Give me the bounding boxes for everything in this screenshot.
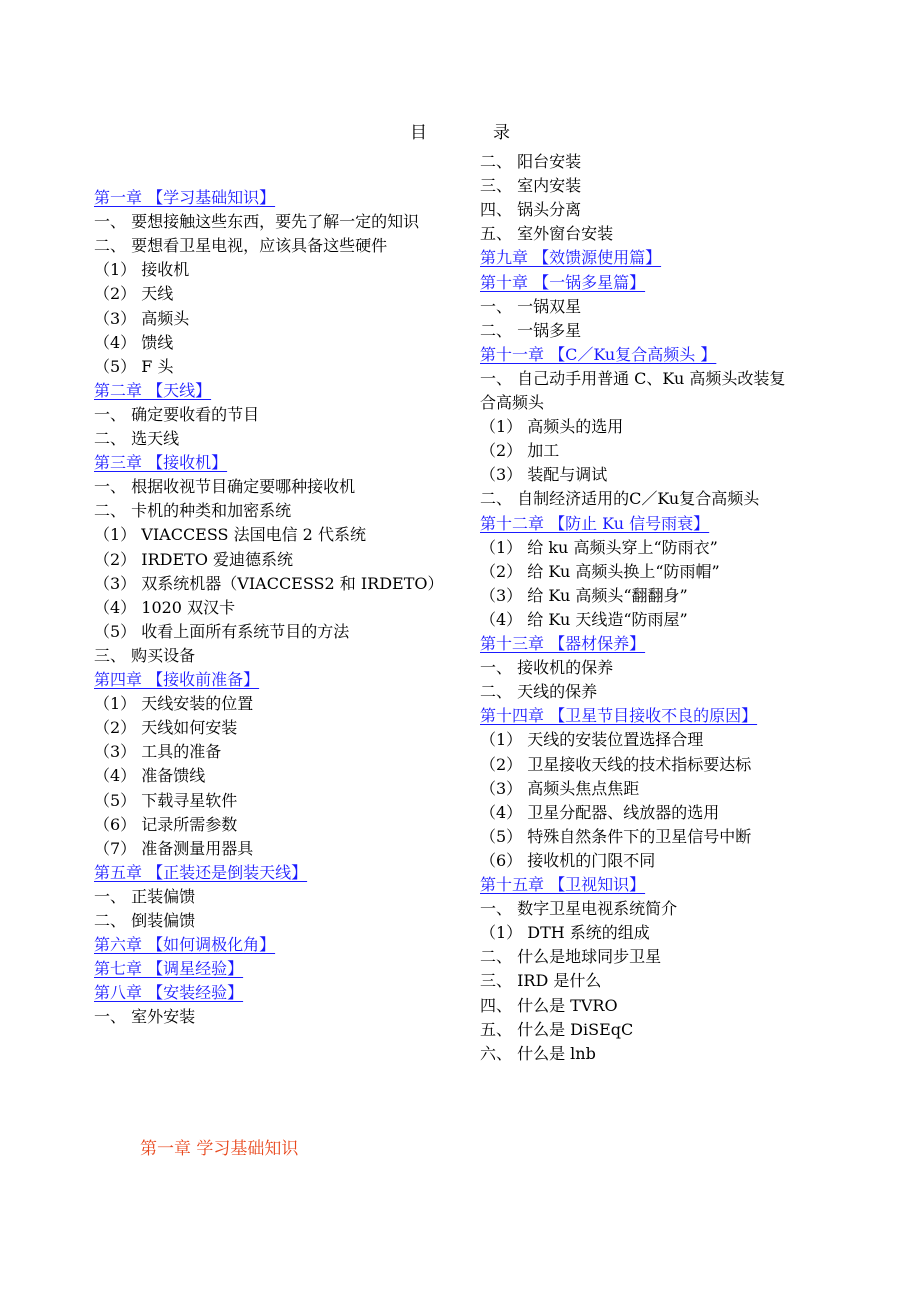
toc-chapter-link[interactable]: 第十一章 【C／Ku复合高频头 】 <box>480 344 717 364</box>
toc-entry: 二、 阳台安装 <box>480 152 582 171</box>
toc-title-right: 录 <box>493 123 510 143</box>
toc-entry: 一、 数字卫星电视系统简介 <box>480 899 678 919</box>
toc-entry: 一、 接收机的保养 <box>480 658 614 678</box>
toc-entry: （5） 下载寻星软件 <box>94 790 238 810</box>
toc-entry: 六、 什么是 lnb <box>480 1043 596 1063</box>
toc-entry: 二、 倒装偏馈 <box>94 911 196 930</box>
toc-entry: 四、 锅头分离 <box>480 200 582 220</box>
toc-entry: 四、 什么是 TVRO <box>480 995 618 1015</box>
toc-entry: （1） 接收机 <box>94 260 190 280</box>
toc-entry: 五、 室外窗台安装 <box>480 224 614 244</box>
toc-entry: （5） F 头 <box>94 356 174 376</box>
toc-chapter-link[interactable]: 第十四章 【卫星节目接收不良的原因】 <box>480 706 758 726</box>
toc-entry: （6） 接收机的门限不同 <box>480 850 656 870</box>
toc-entry: （3） 高频头 <box>94 308 190 328</box>
toc-entry: 二、 卡机的种类和加密系统 <box>94 501 292 521</box>
toc-entry: （1） DTH 系统的组成 <box>480 923 650 943</box>
toc-entry: 二、 天线的保养 <box>480 682 598 702</box>
toc-entry: 三、 购买设备 <box>94 645 196 665</box>
toc-entry: （6） 记录所需参数 <box>94 814 238 834</box>
toc-entry: （1） 天线的安装位置选择合理 <box>480 730 704 750</box>
toc-chapter-link[interactable]: 第十三章 【器材保养】 <box>480 634 646 653</box>
toc-entry: （2） 天线 <box>94 284 174 304</box>
toc-entry: （3） 给 Ku 高频头“翻翻身” <box>480 585 688 605</box>
toc-chapter-link[interactable]: 第一章 【学习基础知识】 <box>94 188 276 207</box>
toc-chapter-link[interactable]: 第六章 【如何调极化角】 <box>94 935 276 955</box>
toc-entry: 二、 一锅多星 <box>480 320 582 340</box>
toc-title <box>0 118 920 143</box>
toc-entry: （7） 准备测量用器具 <box>94 838 254 858</box>
toc-entry: 合高频头 <box>480 393 545 412</box>
toc-entry: 三、 IRD 是什么 <box>480 971 602 991</box>
toc-entry: 五、 什么是 DiSEqC <box>480 1019 634 1039</box>
toc-chapter-link[interactable]: 第十章 【一锅多星篇】 <box>480 272 646 292</box>
toc-entry: （5） 收看上面所有系统节目的方法 <box>94 621 350 641</box>
toc-chapter-link[interactable]: 第十二章 【防止 Ku 信号雨衰】 <box>480 513 710 533</box>
toc-entry: （5） 特殊自然条件下的卫星信号中断 <box>480 826 752 846</box>
toc-entry: 一、 室外安装 <box>94 1007 196 1027</box>
toc-entry: 二、 要想看卫星电视，应该具备这些硬件 <box>94 236 388 256</box>
toc-chapter-link[interactable]: 第八章 【安装经验】 <box>94 983 244 1003</box>
toc-chapter-link[interactable]: 第三章 【接收机】 <box>94 453 228 473</box>
toc-entry: （4） 给 Ku 天线造“防雨屋” <box>480 609 688 629</box>
section-heading: 第一章 学习基础知识 <box>140 1139 299 1159</box>
toc-entry: （3） 双系统机器（VIACCESS2 和 IRDETO） <box>94 573 444 593</box>
toc-entry: （2） 天线如何安装 <box>94 718 238 738</box>
toc-entry: （1） 高频头的选用 <box>480 417 624 437</box>
toc-entry: （3） 高频头焦点焦距 <box>480 778 640 798</box>
toc-entry: 一、 自己动手用普通 C、Ku 高频头改装复 <box>480 368 786 388</box>
toc-entry: （2） IRDETO 爱迪德系统 <box>94 549 294 569</box>
toc-entry: 一、 确定要收看的节目 <box>94 404 260 424</box>
toc-entry: 一、 要想接触这些东西，要先了解一定的知识 <box>94 212 420 232</box>
toc-chapter-link[interactable]: 第二章 【天线】 <box>94 380 212 400</box>
toc-entry: （2） 卫星接收天线的技术指标要达标 <box>480 754 752 774</box>
toc-chapter-link[interactable]: 第九章 【效馈源使用篇】 <box>480 248 662 268</box>
toc-entry: （3） 装配与调试 <box>480 465 608 485</box>
toc-entry: 二、 自制经济适用的C／Ku复合高频头 <box>480 489 760 509</box>
toc-entry: 三、 室内安装 <box>480 176 582 196</box>
toc-entry: （3） 工具的准备 <box>94 742 222 762</box>
toc-title-left: 目 <box>410 123 427 143</box>
toc-entry: 一、 根据收视节目确定要哪种接收机 <box>94 477 356 497</box>
toc-entry: （4） 卫星分配器、线放器的选用 <box>480 802 720 822</box>
toc-entry: 二、 什么是地球同步卫星 <box>480 947 662 967</box>
toc-entry: （1） 天线安装的位置 <box>94 694 254 714</box>
toc-entry: （2） 加工 <box>480 441 560 461</box>
toc-entry: （1） VIACCESS 法国电信 2 代系统 <box>94 525 366 545</box>
toc-entry: （4） 准备馈线 <box>94 766 206 786</box>
toc-entry: （1） 给 ku 高频头穿上“防雨衣” <box>480 537 718 557</box>
toc-chapter-link[interactable]: 第四章 【接收前准备】 <box>94 670 260 689</box>
toc-entry: （4） 1020 双汉卡 <box>94 597 236 617</box>
toc-entry: 一、 正装偏馈 <box>94 886 196 906</box>
toc-entry: （4） 馈线 <box>94 332 174 352</box>
toc-chapter-link[interactable]: 第十五章 【卫视知识】 <box>480 875 646 894</box>
toc-entry: 二、 选天线 <box>94 429 180 448</box>
toc-entry: 一、 一锅双星 <box>480 296 582 316</box>
toc-entry: （2） 给 Ku 高频头换上“防雨帽” <box>480 561 720 581</box>
toc-chapter-link[interactable]: 第五章 【正装还是倒装天线】 <box>94 862 308 882</box>
toc-chapter-link[interactable]: 第七章 【调星经验】 <box>94 959 244 979</box>
